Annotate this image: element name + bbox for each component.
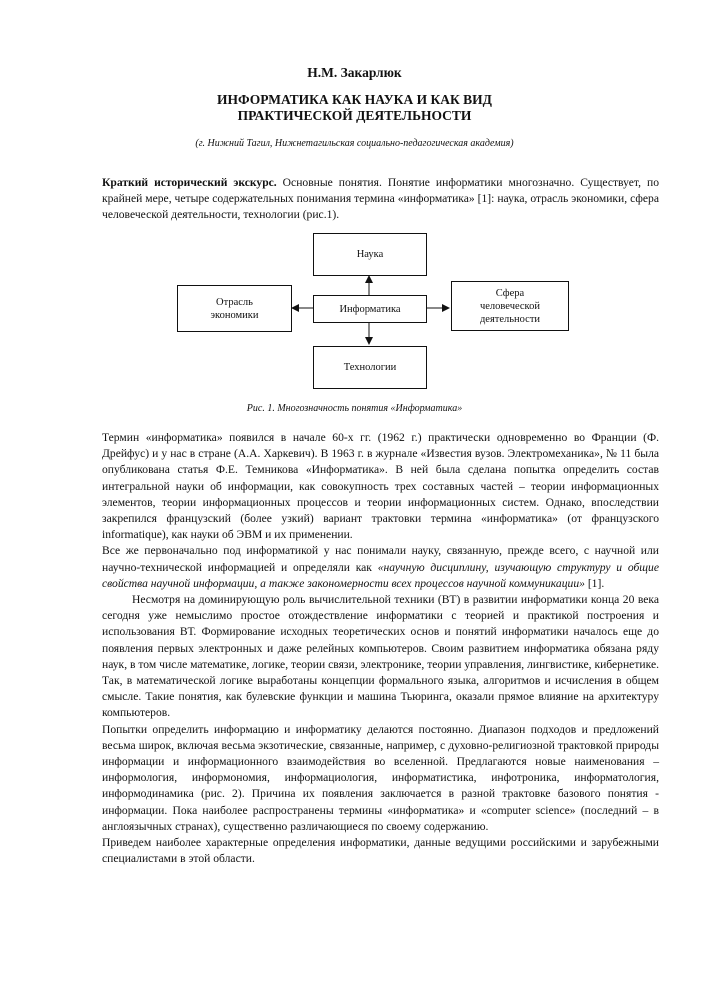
- paragraph-4: Попытки определить информацию и информатику делаются постоянно. Диапазон подходов и предложений весьма широк, включая весьма экзотические, связанные, например, с духовно-религиозной трактовкой природы информации и информационного взаимодействия во вселенной. Предлагаются новые наименования – информология, информономия, информациология, информатистика, инфотроника, информатология, информодинамика (рис. 2). Причина их появления заключается в разной трактовке базового понятия - информации. Пока наиболее распространены термины «информатика» и «computer science» (последний – в англоязычных странах), существенно различающиеся по своему содержанию.: [102, 722, 659, 833]
- paragraph-2: [102, 543, 659, 592]
- diagram-box-top: [313, 233, 427, 276]
- diagram-box-left: [177, 285, 292, 332]
- paragraph-2-start: Все же первоначально под информатикой у нас понимали науку, связанную, прежде всего, с научной или научно-технической информацией и определяли как: [102, 544, 659, 574]
- diagram-label-center: Информатика: [339, 303, 401, 315]
- diagram-label-right-2: человеческой: [479, 300, 540, 312]
- intro-heading: Краткий исторический экскурс.: [102, 176, 277, 189]
- author-name: Н.М. Закарлюк: [307, 65, 402, 80]
- diagram-label-left-1: Отрасль: [216, 296, 253, 308]
- figure-caption: Рис. 1. Многозначность понятия «Информатика»: [246, 403, 463, 414]
- paragraph-1: Термин «информатика» появился в начале 60-х гг. (1962 г.) практически одновременно во Франции (Ф. Дрейфус) и у нас в стране (А.А. Харкевич). В 1963 г. в журнале «Известия вузов. Электромеханика», № 11 была опубликована статья Ф.Е. Темникова «Информатика». В ней была сделана попытка определить состав интегральной науки об информации, как совокупность трех составных частей – теории информационных элементов, теории информационных процессов и теории информационных систем. Однако, впоследствии закрепился французский (более узкий) вариант трактовки термина «информатика» (от французского informatique), как науки об ЭВМ и их применении.: [102, 431, 659, 542]
- title-line-2: ПРАКТИЧЕСКОЙ ДЕЯТЕЛЬНОСТИ: [237, 108, 472, 123]
- intro-text: Основные понятия. Понятие информатики многозначно. Существует, по крайней мере, четыре содержательных понимания термина «информатика» [1]: наука, отрасль экономики, сфера человеческой деятельности, технологии (рис.1).: [102, 176, 659, 222]
- diagram-label-right-3: деятельности: [479, 313, 541, 325]
- diagram-box-right: [451, 281, 569, 331]
- diagram-label-left-2: экономики: [210, 309, 259, 321]
- body-text: [102, 430, 659, 867]
- diagram-box-bottom: [313, 346, 427, 389]
- paragraph-2-quote: «научную дисциплину, изучающую структуру и общие свойства научной информации, а также закономерности всех процессов научной коммуникации»: [102, 560, 659, 590]
- diagram-label-right-1: Сфера: [495, 287, 525, 299]
- paragraph-5: Приведем наиболее характерные определения информатики, данные ведущими российскими и зарубежными специалистами в этой области.: [102, 836, 659, 866]
- diagram-label-top: Наука: [356, 249, 384, 260]
- title-line-1: ИНФОРМАТИКА КАК НАУКА И КАК ВИД: [217, 92, 492, 107]
- paragraph-3: Несмотря на доминирующую роль вычислительной техники (ВТ) в развитии информатики конца 20 века сегодня уже немыслимо простое отождествление информатики с теорией и практикой построения и использования ВТ. Формирование исходных теоретических основ и понятий информатики началось еще до появления первых электронных и даже релейных компьютеров. Своим развитием информатика обязана ряду наук, в том числе математике, логике, теории связи, электронике, теории управления, лингвистике, кибернетике. Так, в математической логике выработаны концепции формального языка, алгоритмов и исчисления в общем смысле. Такие понятия, как булевские функции и машина Тьюринга, оказали прямое влияние на архитектуру компьютеров.: [102, 593, 659, 720]
- paragraph-2-end: [1].: [584, 576, 605, 590]
- affiliation: (г. Нижний Тагил, Нижнетагильская социально-педагогическая академия): [195, 138, 514, 149]
- diagram-label-bottom: Технологии: [343, 362, 397, 373]
- diagram-box-center: [313, 295, 427, 323]
